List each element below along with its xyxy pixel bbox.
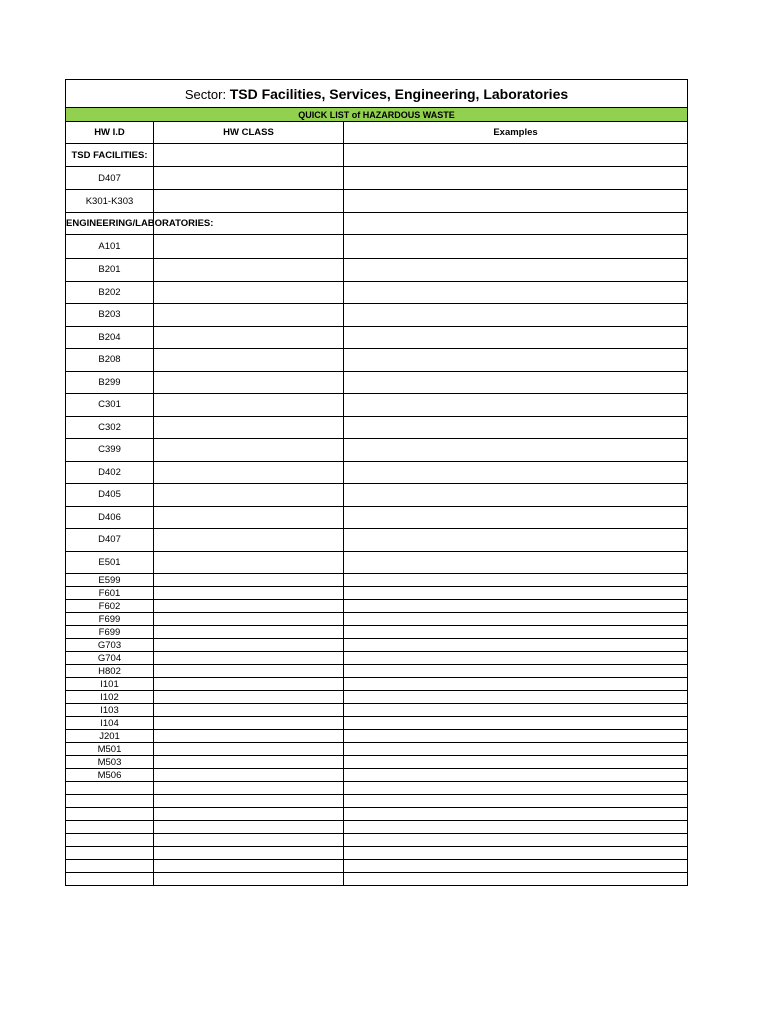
examples-cell <box>344 304 688 327</box>
examples-cell <box>344 349 688 372</box>
examples-cell <box>344 639 688 652</box>
hw-class-cell <box>154 834 344 847</box>
examples-cell <box>344 551 688 574</box>
examples-cell <box>344 860 688 873</box>
hw-id-cell: B204 <box>66 326 154 349</box>
hw-class-cell <box>154 756 344 769</box>
hw-class-cell <box>154 743 344 756</box>
table-row <box>66 626 688 639</box>
hw-class-cell <box>154 349 344 372</box>
table-row <box>66 439 688 462</box>
subtitle-row <box>66 108 688 122</box>
examples-cell <box>344 529 688 552</box>
title-row <box>66 80 688 108</box>
table-row <box>66 691 688 704</box>
table-row <box>66 678 688 691</box>
table-row <box>66 587 688 600</box>
col-header-hw-class: HW CLASS <box>154 122 344 144</box>
hw-class-cell <box>154 821 344 834</box>
examples-cell <box>344 416 688 439</box>
examples-cell <box>344 439 688 462</box>
table-row <box>66 349 688 372</box>
table-row <box>66 529 688 552</box>
hw-id-cell <box>66 808 154 821</box>
section-row-tsd <box>66 144 688 167</box>
table-row <box>66 782 688 795</box>
examples-cell <box>344 326 688 349</box>
hw-id-cell: M503 <box>66 756 154 769</box>
hw-class-cell <box>154 259 344 282</box>
table-row <box>66 235 688 259</box>
table-row <box>66 860 688 873</box>
hw-id-cell <box>66 873 154 886</box>
hw-id-cell: E599 <box>66 574 154 587</box>
examples-cell <box>344 769 688 782</box>
hw-id-cell: D405 <box>66 484 154 507</box>
examples-cell <box>344 847 688 860</box>
table-row <box>66 730 688 743</box>
table-row <box>66 484 688 507</box>
hw-class-cell <box>154 691 344 704</box>
examples-cell <box>344 717 688 730</box>
examples-cell <box>344 834 688 847</box>
examples-cell <box>344 167 688 190</box>
examples-cell <box>344 600 688 613</box>
hw-id-cell: C301 <box>66 394 154 417</box>
hw-id-cell: D407 <box>66 529 154 552</box>
hw-class-cell <box>154 860 344 873</box>
examples-cell <box>344 587 688 600</box>
hw-class-cell <box>154 639 344 652</box>
hw-id-cell <box>66 821 154 834</box>
hw-class-cell <box>154 235 344 259</box>
hw-class-cell <box>154 416 344 439</box>
table-row <box>66 167 688 190</box>
hw-class-cell <box>154 529 344 552</box>
table-row <box>66 574 688 587</box>
examples-cell <box>344 144 688 167</box>
examples-cell <box>344 394 688 417</box>
hw-id-cell: D407 <box>66 167 154 190</box>
table-row <box>66 639 688 652</box>
hw-class-cell <box>154 613 344 626</box>
hw-class-cell <box>154 190 344 213</box>
table-row <box>66 371 688 394</box>
hw-id-cell: F602 <box>66 600 154 613</box>
table-row <box>66 717 688 730</box>
hw-id-cell: B299 <box>66 371 154 394</box>
hw-id-cell: B202 <box>66 281 154 304</box>
table-row <box>66 743 688 756</box>
hw-id-cell: D406 <box>66 506 154 529</box>
hw-id-cell <box>66 834 154 847</box>
table-row <box>66 665 688 678</box>
examples-cell <box>344 782 688 795</box>
hw-id-cell <box>66 860 154 873</box>
hw-id-cell: F699 <box>66 613 154 626</box>
col-header-hw-id: HW I.D <box>66 122 154 144</box>
hw-id-cell <box>66 795 154 808</box>
hw-id-cell: G703 <box>66 639 154 652</box>
hw-class-cell <box>154 626 344 639</box>
examples-cell <box>344 461 688 484</box>
table-row <box>66 613 688 626</box>
examples-cell <box>344 821 688 834</box>
examples-cell <box>344 613 688 626</box>
hw-class-cell <box>154 847 344 860</box>
quick-list-subtitle: QUICK LIST of HAZARDOUS WASTE <box>66 108 688 122</box>
hw-class-cell <box>154 281 344 304</box>
hw-id-cell <box>66 782 154 795</box>
hw-id-cell: B208 <box>66 349 154 372</box>
examples-cell <box>344 235 688 259</box>
hw-class-cell <box>154 506 344 529</box>
table-row <box>66 551 688 574</box>
sector-title <box>66 80 688 108</box>
hw-id-cell: M506 <box>66 769 154 782</box>
hw-id-cell: H802 <box>66 665 154 678</box>
hazardous-waste-sheet <box>65 79 687 886</box>
table-row <box>66 281 688 304</box>
hw-id-cell: I104 <box>66 717 154 730</box>
hw-id-cell: I101 <box>66 678 154 691</box>
examples-cell <box>344 795 688 808</box>
examples-cell <box>344 808 688 821</box>
table-row <box>66 756 688 769</box>
examples-cell <box>344 574 688 587</box>
hw-class-cell <box>154 551 344 574</box>
hw-class-cell <box>154 461 344 484</box>
hw-class-cell <box>154 484 344 507</box>
examples-cell <box>344 730 688 743</box>
hw-class-cell <box>154 587 344 600</box>
examples-cell <box>344 652 688 665</box>
hw-class-cell <box>154 600 344 613</box>
col-header-examples: Examples <box>344 122 688 144</box>
hw-class-cell <box>154 326 344 349</box>
hw-class-cell <box>154 574 344 587</box>
hw-id-cell: E501 <box>66 551 154 574</box>
hw-class-cell <box>154 730 344 743</box>
hw-id-cell: C399 <box>66 439 154 462</box>
table-row <box>66 394 688 417</box>
hw-class-cell <box>154 769 344 782</box>
hw-class-cell <box>154 782 344 795</box>
hw-class-cell <box>154 704 344 717</box>
sector-label: Sector: <box>184 86 227 102</box>
hw-id-cell: K301-K303 <box>66 190 154 213</box>
hw-id-cell: J201 <box>66 730 154 743</box>
table-row <box>66 190 688 213</box>
hw-id-cell: TSD FACILITIES: <box>66 144 154 167</box>
hw-id-cell: A101 <box>66 235 154 259</box>
examples-cell <box>344 213 688 235</box>
hw-class-cell <box>154 795 344 808</box>
table-row <box>66 808 688 821</box>
table-row <box>66 795 688 808</box>
hw-id-cell: C302 <box>66 416 154 439</box>
hw-id-cell: F601 <box>66 587 154 600</box>
hw-class-cell <box>154 394 344 417</box>
hw-class-cell <box>154 167 344 190</box>
examples-cell <box>344 371 688 394</box>
examples-cell <box>344 691 688 704</box>
examples-cell <box>344 665 688 678</box>
table-row <box>66 600 688 613</box>
examples-cell <box>344 484 688 507</box>
hw-class-cell <box>154 439 344 462</box>
section-row-engineering <box>66 213 688 235</box>
hw-id-cell <box>66 847 154 860</box>
column-header-row <box>66 122 688 144</box>
table-row <box>66 304 688 327</box>
hw-class-cell <box>154 652 344 665</box>
hw-id-cell: I103 <box>66 704 154 717</box>
table-row <box>66 506 688 529</box>
examples-cell <box>344 743 688 756</box>
hw-id-cell: F699 <box>66 626 154 639</box>
hw-id-cell: D402 <box>66 461 154 484</box>
hw-id-cell: I102 <box>66 691 154 704</box>
hw-class-cell <box>154 371 344 394</box>
hw-id-cell: B203 <box>66 304 154 327</box>
table-row <box>66 652 688 665</box>
examples-cell <box>344 678 688 691</box>
table-row <box>66 847 688 860</box>
table-row <box>66 821 688 834</box>
table-row <box>66 259 688 282</box>
examples-cell <box>344 259 688 282</box>
examples-cell <box>344 626 688 639</box>
hw-class-cell <box>154 678 344 691</box>
hw-class-cell <box>154 665 344 678</box>
hazardous-waste-table <box>65 79 688 886</box>
examples-cell <box>344 281 688 304</box>
table-row <box>66 769 688 782</box>
examples-cell <box>344 190 688 213</box>
table-row <box>66 704 688 717</box>
examples-cell <box>344 506 688 529</box>
examples-cell <box>344 756 688 769</box>
hw-class-cell <box>154 808 344 821</box>
table-row <box>66 461 688 484</box>
table-row <box>66 873 688 886</box>
hw-id-cell: G704 <box>66 652 154 665</box>
hw-class-cell <box>154 717 344 730</box>
hw-id-cell: B201 <box>66 259 154 282</box>
hw-id-cell: M501 <box>66 743 154 756</box>
hw-class-cell <box>154 144 344 167</box>
examples-cell <box>344 704 688 717</box>
hw-id-cell: ENGINEERING/LABORATORIES: <box>66 213 154 235</box>
sector-name: TSD Facilities, Services, Engineering, Laboratories <box>229 85 569 102</box>
hw-class-cell <box>154 304 344 327</box>
examples-cell <box>344 873 688 886</box>
table-row <box>66 834 688 847</box>
table-row <box>66 416 688 439</box>
hw-class-cell <box>154 873 344 886</box>
table-row <box>66 326 688 349</box>
